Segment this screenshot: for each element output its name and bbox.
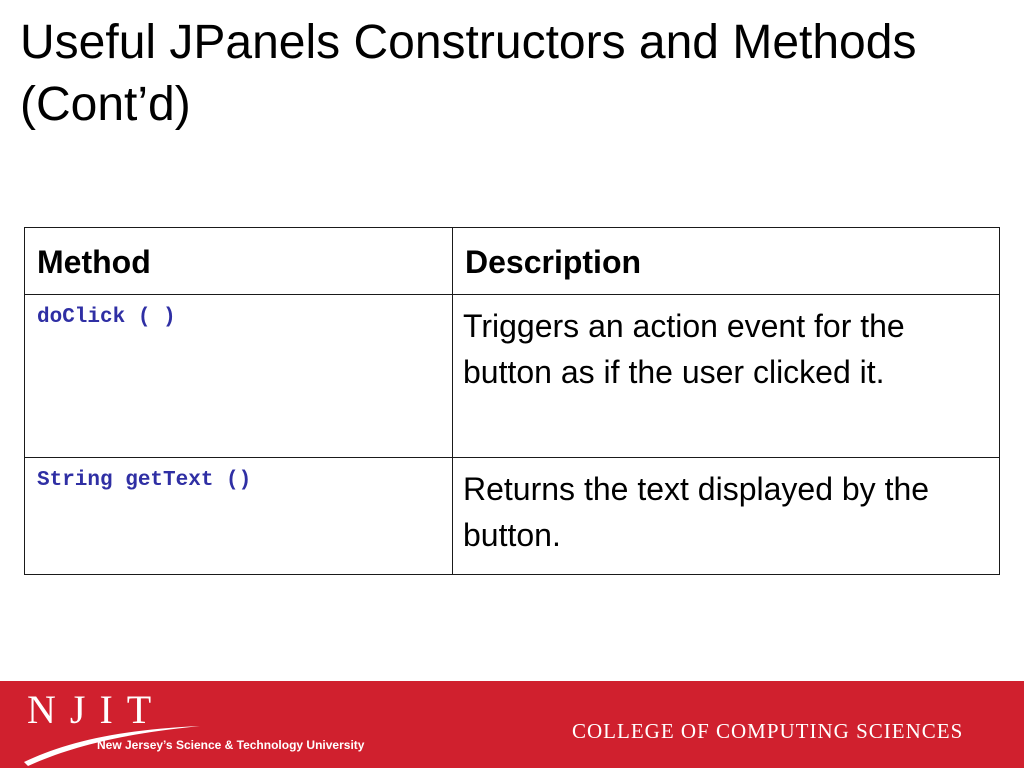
table-header-row [25, 228, 1000, 295]
method-cell: doClick ( ) [25, 295, 453, 458]
table-row [25, 458, 1000, 575]
methods-table [24, 227, 1000, 575]
njit-logo: NJIT [27, 687, 166, 732]
college-name: COLLEGE OF COMPUTING SCIENCES [572, 719, 964, 743]
method-cell: String getText () [25, 458, 453, 575]
header-method: Method [25, 228, 453, 295]
slide-title: Useful JPanels Constructors and Methods (Cont’d) [20, 16, 917, 131]
description-cell: Returns the text displayed by the button. [453, 458, 1000, 575]
university-tagline: New Jersey’s Science & Technology University [97, 738, 365, 752]
description-cell: Triggers an action event for the button as if the user clicked it. [453, 295, 1000, 458]
header-description: Description [453, 228, 1000, 295]
table-row [25, 295, 1000, 458]
